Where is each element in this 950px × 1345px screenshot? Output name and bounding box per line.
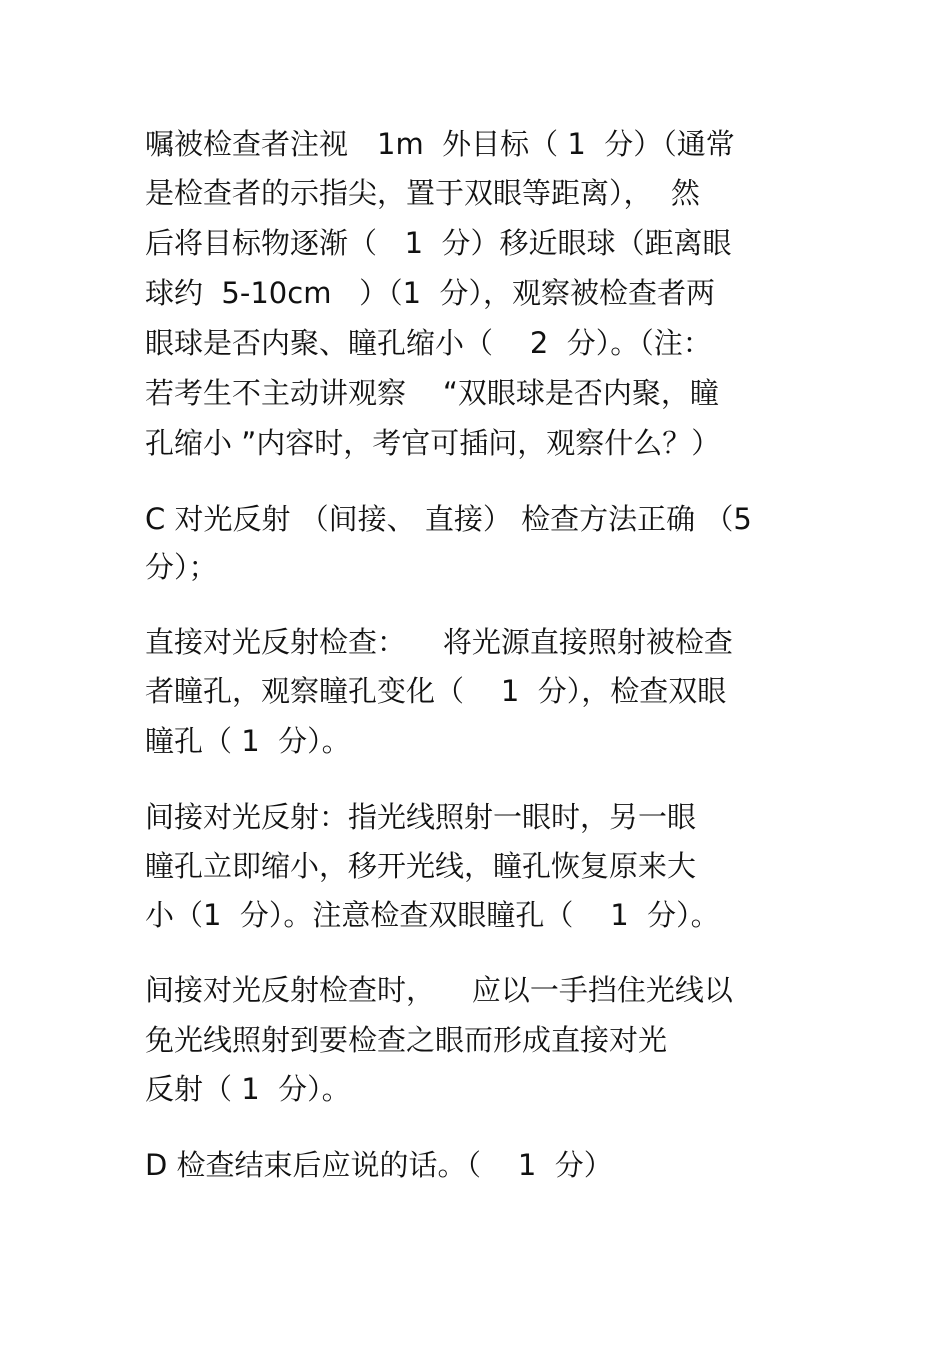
text-line: 后将目标物逐渐（ 1 分）移近眼球（距离眼 <box>145 226 732 260</box>
text-line: 反射（ 1 分）。 <box>145 1072 351 1106</box>
text-line: 瞳孔立即缩小，移开光线，瞳孔恢复原来大 <box>145 849 697 883</box>
text-line: 若考生不主动讲观察 “双眼球是否内聚，瞳 <box>145 376 719 410</box>
text-line: 瞳孔（ 1 分）。 <box>145 724 351 758</box>
text-line: 者瞳孔，观察瞳孔变化（ 1 分），检查双眼 <box>145 674 727 708</box>
text-line: 是检查者的示指尖，置于双眼等距离）， 然 <box>145 176 700 210</box>
text-line: C 对光反射 （间接、 直接） 检查方法正确 （5 <box>145 502 752 536</box>
text-line: 免光线照射到要检查之眼而形成直接对光 <box>145 1023 668 1057</box>
text-line: D 检查结束后应说的话。（ 1 分） <box>145 1148 613 1182</box>
text-line: 小（1 分）。注意检查双眼瞳孔（ 1 分）。 <box>145 898 720 932</box>
text-line: 分）； <box>145 550 218 584</box>
text-line: 直接对光反射检查： 将光源直接照射被检查 <box>145 625 733 659</box>
text-line: 眼球是否内聚、瞳孔缩小（ 2 分）。（注： <box>145 326 712 360</box>
text-line: 间接对光反射：指光线照射一眼时，另一眼 <box>145 800 697 834</box>
text-line: 嘱被检查者注视 1m 外目标（ 1 分）（通常 <box>145 127 735 161</box>
text-line: 球约 5-10cm ）（1 分），观察被检查者两 <box>145 276 715 310</box>
text-line: 间接对光反射检查时， 应以一手挡住光线以 <box>145 973 733 1007</box>
text-line: 孔缩小 ”内容时，考官可插问，观察什么？） <box>145 426 721 460</box>
